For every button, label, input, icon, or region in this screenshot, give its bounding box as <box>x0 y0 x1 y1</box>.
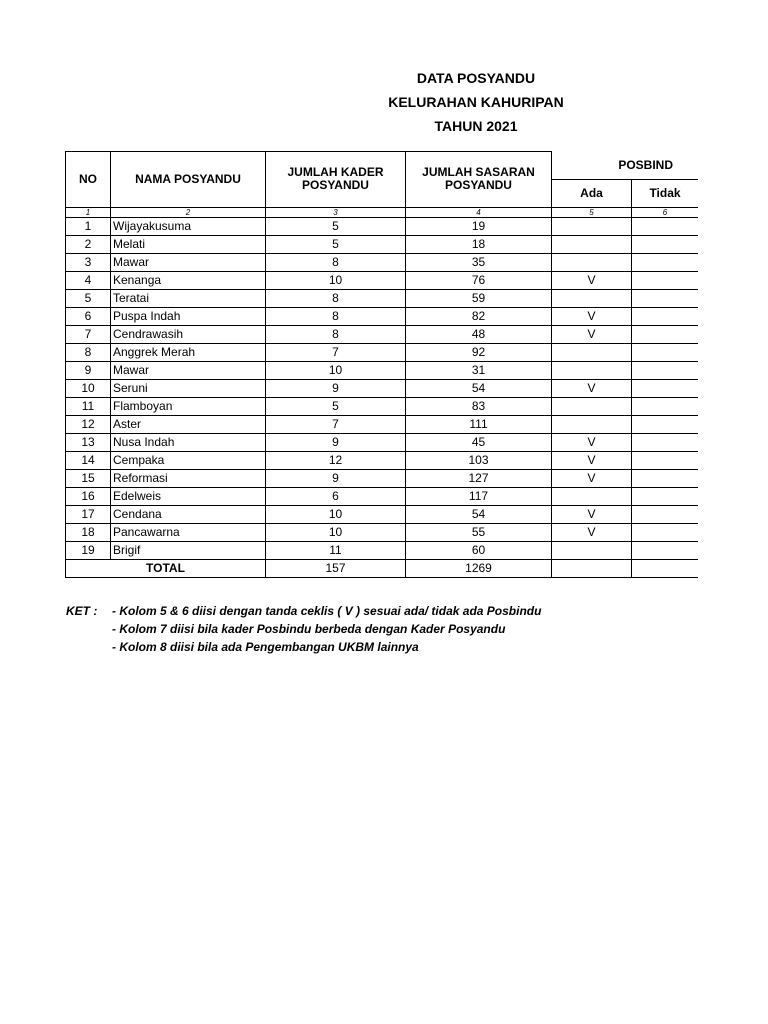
row-jumlah-kader: 10 <box>266 271 406 289</box>
row-no: 10 <box>66 379 111 397</box>
notes-label: KET : <box>66 604 98 618</box>
row-jumlah-kader: 6 <box>266 487 406 505</box>
row-no: 4 <box>66 271 111 289</box>
row-jumlah-sasaran: 31 <box>406 361 552 379</box>
row-ada <box>552 415 632 433</box>
table-row <box>66 361 699 379</box>
row-ada: V <box>552 325 632 343</box>
row-tidak <box>632 289 699 307</box>
row-jumlah-sasaran: 60 <box>406 541 552 559</box>
table-row <box>66 253 699 271</box>
row-jumlah-sasaran: 76 <box>406 271 552 289</box>
column-number: 5 <box>552 207 632 217</box>
row-jumlah-sasaran: 127 <box>406 469 552 487</box>
row-tidak <box>632 487 699 505</box>
row-jumlah-sasaran: 55 <box>406 523 552 541</box>
row-jumlah-sasaran: 111 <box>406 415 552 433</box>
row-ada <box>552 217 632 235</box>
note-line-2: - Kolom 7 diisi bila kader Posbindu berbeda dengan Kader Posyandu <box>112 622 506 636</box>
title-line-2: KELURAHAN KAHURIPAN <box>388 94 564 110</box>
note-row-3 <box>66 638 541 656</box>
row-jumlah-kader: 9 <box>266 379 406 397</box>
row-no: 12 <box>66 415 111 433</box>
row-no: 3 <box>66 253 111 271</box>
column-number: 2 <box>111 207 266 217</box>
row-jumlah-kader: 9 <box>266 469 406 487</box>
row-nama-posyandu: Melati <box>111 235 266 253</box>
row-ada <box>552 289 632 307</box>
row-jumlah-sasaran: 19 <box>406 217 552 235</box>
row-nama-posyandu: Brigif <box>111 541 266 559</box>
row-no: 17 <box>66 505 111 523</box>
row-tidak <box>632 271 699 289</box>
row-jumlah-sasaran: 59 <box>406 289 552 307</box>
row-jumlah-sasaran: 45 <box>406 433 552 451</box>
row-no: 13 <box>66 433 111 451</box>
row-tidak <box>632 451 699 469</box>
title-line-1: DATA POSYANDU <box>416 70 536 86</box>
row-ada <box>552 343 632 361</box>
table-row <box>66 469 699 487</box>
row-ada: V <box>552 469 632 487</box>
row-tidak <box>632 217 699 235</box>
row-jumlah-kader: 9 <box>266 433 406 451</box>
row-jumlah-sasaran: 83 <box>406 397 552 415</box>
note-line-1: - Kolom 5 & 6 diisi dengan tanda ceklis ( V ) sesuai ada/ tidak ada Posbindu <box>112 604 542 618</box>
row-tidak <box>632 379 699 397</box>
row-tidak <box>632 397 699 415</box>
row-jumlah-sasaran: 103 <box>406 451 552 469</box>
header-posbindu <box>552 152 699 180</box>
row-jumlah-kader: 5 <box>266 217 406 235</box>
table-row <box>66 217 699 235</box>
row-jumlah-sasaran: 18 <box>406 235 552 253</box>
row-jumlah-kader: 8 <box>266 253 406 271</box>
column-number: 1 <box>66 207 111 217</box>
row-no: 2 <box>66 235 111 253</box>
row-nama-posyandu: Anggrek Merah <box>111 343 266 361</box>
row-nama-posyandu: Mawar <box>111 361 266 379</box>
row-jumlah-sasaran: 54 <box>406 379 552 397</box>
table-row <box>66 397 699 415</box>
row-nama-posyandu: Flamboyan <box>111 397 266 415</box>
header-row-1 <box>66 152 699 180</box>
row-tidak <box>632 415 699 433</box>
row-tidak <box>632 253 699 271</box>
column-number-row <box>66 207 699 217</box>
table-row <box>66 415 699 433</box>
row-jumlah-kader: 11 <box>266 541 406 559</box>
row-tidak <box>632 433 699 451</box>
row-ada: V <box>552 433 632 451</box>
row-no: 15 <box>66 469 111 487</box>
row-jumlah-kader: 10 <box>266 361 406 379</box>
table-row <box>66 325 699 343</box>
table-row <box>66 541 699 559</box>
row-ada <box>552 361 632 379</box>
posyandu-table-container <box>65 151 698 585</box>
row-ada: V <box>552 523 632 541</box>
table-row <box>66 271 699 289</box>
row-nama-posyandu: Pancawarna <box>111 523 266 541</box>
header-no: NO <box>66 152 111 208</box>
total-tidak <box>632 559 699 577</box>
table-row <box>66 379 699 397</box>
table-row <box>66 307 699 325</box>
row-jumlah-kader: 10 <box>266 523 406 541</box>
note-line-3: - Kolom 8 diisi bila ada Pengembangan UKBM lainnya <box>112 640 419 654</box>
row-jumlah-kader: 8 <box>266 307 406 325</box>
row-jumlah-kader: 7 <box>266 415 406 433</box>
title-line-3: TAHUN 2021 <box>434 118 518 134</box>
row-nama-posyandu: Nusa Indah <box>111 433 266 451</box>
table-row <box>66 343 699 361</box>
header-nama-posyandu: NAMA POSYANDU <box>111 152 266 208</box>
header-tidak: Tidak <box>632 179 699 207</box>
row-ada <box>552 253 632 271</box>
header-posbindu-label: POSBIND <box>618 157 673 172</box>
table-row <box>66 235 699 253</box>
row-ada <box>552 487 632 505</box>
row-ada <box>552 397 632 415</box>
header-jumlah-kader: JUMLAH KADER POSYANDU <box>266 152 406 208</box>
row-jumlah-sasaran: 54 <box>406 505 552 523</box>
row-no: 8 <box>66 343 111 361</box>
row-nama-posyandu: Edelweis <box>111 487 266 505</box>
total-kader: 157 <box>266 559 406 577</box>
row-no: 16 <box>66 487 111 505</box>
row-no: 6 <box>66 307 111 325</box>
row-jumlah-sasaran: 117 <box>406 487 552 505</box>
row-ada: V <box>552 505 632 523</box>
row-tidak <box>632 541 699 559</box>
row-jumlah-sasaran: 92 <box>406 343 552 361</box>
column-number: 4 <box>406 207 552 217</box>
row-no: 5 <box>66 289 111 307</box>
table-row <box>66 505 699 523</box>
row-nama-posyandu: Kenanga <box>111 271 266 289</box>
row-tidak <box>632 235 699 253</box>
row-no: 11 <box>66 397 111 415</box>
total-row <box>66 559 699 577</box>
row-jumlah-kader: 12 <box>266 451 406 469</box>
row-ada: V <box>552 307 632 325</box>
row-ada: V <box>552 379 632 397</box>
table-row <box>66 523 699 541</box>
row-no: 9 <box>66 361 111 379</box>
document-title <box>250 66 702 138</box>
notes-section <box>66 602 541 656</box>
row-nama-posyandu: Cendrawasih <box>111 325 266 343</box>
row-nama-posyandu: Teratai <box>111 289 266 307</box>
row-no: 19 <box>66 541 111 559</box>
row-nama-posyandu: Wijayakusuma <box>111 217 266 235</box>
row-nama-posyandu: Puspa Indah <box>111 307 266 325</box>
table-row <box>66 451 699 469</box>
note-row-2 <box>66 620 541 638</box>
row-jumlah-kader: 8 <box>266 325 406 343</box>
row-no: 7 <box>66 325 111 343</box>
row-ada: V <box>552 271 632 289</box>
row-ada: V <box>552 451 632 469</box>
header-ada: Ada <box>552 179 632 207</box>
column-number: 3 <box>266 207 406 217</box>
row-jumlah-kader: 5 <box>266 397 406 415</box>
row-jumlah-kader: 8 <box>266 289 406 307</box>
row-ada <box>552 235 632 253</box>
row-nama-posyandu: Cendana <box>111 505 266 523</box>
row-nama-posyandu: Cempaka <box>111 451 266 469</box>
row-no: 18 <box>66 523 111 541</box>
row-nama-posyandu: Mawar <box>111 253 266 271</box>
row-jumlah-kader: 10 <box>266 505 406 523</box>
row-no: 1 <box>66 217 111 235</box>
table-row <box>66 289 699 307</box>
row-tidak <box>632 343 699 361</box>
row-jumlah-sasaran: 35 <box>406 253 552 271</box>
row-tidak <box>632 325 699 343</box>
header-jumlah-sasaran: JUMLAH SASARAN POSYANDU <box>406 152 552 208</box>
row-nama-posyandu: Reformasi <box>111 469 266 487</box>
row-tidak <box>632 505 699 523</box>
total-sasaran: 1269 <box>406 559 552 577</box>
row-tidak <box>632 469 699 487</box>
total-ada <box>552 559 632 577</box>
row-tidak <box>632 523 699 541</box>
total-label: TOTAL <box>66 559 266 577</box>
row-ada <box>552 541 632 559</box>
table-row <box>66 433 699 451</box>
row-jumlah-sasaran: 48 <box>406 325 552 343</box>
column-number: 6 <box>632 207 699 217</box>
row-no: 14 <box>66 451 111 469</box>
row-nama-posyandu: Aster <box>111 415 266 433</box>
table-row <box>66 487 699 505</box>
row-jumlah-kader: 5 <box>266 235 406 253</box>
row-jumlah-sasaran: 82 <box>406 307 552 325</box>
row-tidak <box>632 307 699 325</box>
row-nama-posyandu: Seruni <box>111 379 266 397</box>
row-jumlah-kader: 7 <box>266 343 406 361</box>
row-tidak <box>632 361 699 379</box>
posyandu-table <box>65 151 698 578</box>
note-row-1 <box>66 602 541 620</box>
